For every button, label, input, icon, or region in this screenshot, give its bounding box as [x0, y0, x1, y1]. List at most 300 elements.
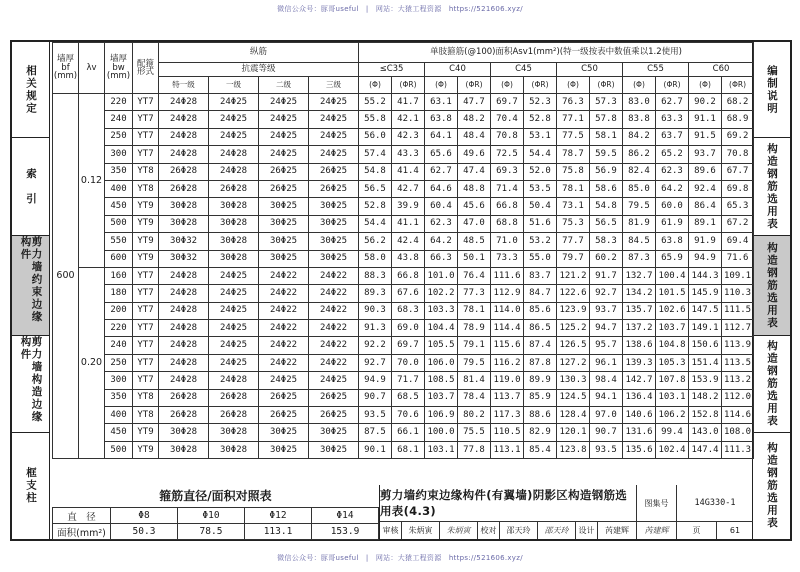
- side-tab-frame-column[interactable]: [12, 433, 49, 539]
- header-grade: 二级: [259, 77, 309, 94]
- table-cell: YT8: [133, 389, 159, 406]
- table-cell: 48.4: [458, 128, 491, 145]
- side-tab-index[interactable]: [12, 138, 49, 236]
- table-cell: 63.8: [425, 111, 458, 128]
- table-cell: 24Φ22: [309, 354, 359, 371]
- table-cell: 78.1: [458, 302, 491, 319]
- table-cell: 56.2: [359, 233, 392, 250]
- table-row: [53, 250, 754, 267]
- table-cell: 81.4: [458, 372, 491, 389]
- table-cell: 24Φ22: [259, 302, 309, 319]
- side-tab-right-3[interactable]: [753, 236, 790, 336]
- side-tab-label: 编制说明: [766, 64, 778, 115]
- table-cell: 77.3: [458, 285, 491, 302]
- table-cell: 106.9: [425, 407, 458, 424]
- table-cell: 24Φ22: [259, 354, 309, 371]
- table-cell: 62.7: [656, 94, 689, 111]
- table-cell: 58.3: [590, 233, 623, 250]
- table-row: [53, 94, 754, 111]
- table-cell: 106.0: [425, 354, 458, 371]
- table-cell: 47.4: [458, 163, 491, 180]
- table-cell: 110.3: [722, 285, 754, 302]
- table-row: [53, 407, 754, 424]
- table-cell: 81.9: [623, 215, 656, 232]
- table-row: [53, 111, 754, 128]
- table-cell: YT7: [133, 128, 159, 145]
- table-cell: 89.9: [524, 372, 557, 389]
- table-cell: 42.7: [392, 180, 425, 197]
- side-tab-label: 剪力墙约束边缘构件: [19, 236, 43, 324]
- table-cell: YT9: [133, 198, 159, 215]
- table-cell: 24Φ28: [159, 320, 209, 337]
- bar-area-label: 面积(mm²): [53, 524, 111, 540]
- table-cell: 93.7: [590, 302, 623, 319]
- table-cell: 24Φ25: [209, 128, 259, 145]
- table-cell: 144.3: [689, 267, 722, 284]
- table-cell: 26Φ25: [259, 163, 309, 180]
- header-phi: (Φ): [425, 77, 458, 94]
- table-cell: 78.4: [458, 389, 491, 406]
- table-cell: 250: [105, 128, 133, 145]
- table-cell: 71.6: [722, 250, 754, 267]
- table-cell: 112.9: [491, 285, 524, 302]
- table-cell: 24Φ25: [259, 128, 309, 145]
- table-cell: 43.3: [392, 146, 425, 163]
- bar-diameter: Φ8: [111, 508, 178, 524]
- header-concrete-grade: C50: [557, 63, 623, 77]
- table-cell: 41.7: [392, 94, 425, 111]
- atlas-no-label: 图集号: [637, 485, 677, 522]
- table-cell: 136.4: [623, 389, 656, 406]
- table-cell: 90.7: [590, 424, 623, 441]
- table-cell: 94.9: [689, 250, 722, 267]
- table-cell: 30Φ28: [209, 198, 259, 215]
- reviewer-signature: 朱炳寅: [440, 522, 478, 539]
- table-cell: 130.3: [557, 372, 590, 389]
- header-grade: 一级: [209, 77, 259, 94]
- table-row: [53, 180, 754, 197]
- table-cell: 42.3: [392, 128, 425, 145]
- table-cell: 103.1: [656, 389, 689, 406]
- side-tab-constrained-edge[interactable]: [12, 236, 49, 336]
- table-cell: YT7: [133, 267, 159, 284]
- table-cell: 220: [105, 320, 133, 337]
- table-cell: 30Φ28: [159, 215, 209, 232]
- table-cell: 91.3: [359, 320, 392, 337]
- table-cell: 112.0: [722, 389, 754, 406]
- table-cell: 24Φ22: [309, 337, 359, 354]
- table-cell: 147.5: [689, 302, 722, 319]
- header-phi-r: (ΦR): [590, 77, 623, 94]
- table-cell: 26Φ25: [309, 407, 359, 424]
- table-cell: 24Φ25: [309, 372, 359, 389]
- table-cell: 77.8: [458, 441, 491, 458]
- page-label: 页: [677, 522, 717, 539]
- header-phi-r: (ΦR): [722, 77, 754, 94]
- table-cell: 26Φ25: [259, 407, 309, 424]
- table-cell: 26Φ25: [309, 389, 359, 406]
- table-cell: 131.6: [623, 424, 656, 441]
- table-cell: 137.2: [623, 320, 656, 337]
- table-cell: 116.2: [491, 354, 524, 371]
- table-cell: 89.1: [689, 215, 722, 232]
- table-cell: 48.5: [458, 233, 491, 250]
- table-row: [53, 354, 754, 371]
- header-concrete-grade: C40: [425, 63, 491, 77]
- check-label: 校对: [478, 522, 500, 539]
- table-cell: 56.5: [359, 180, 392, 197]
- table-cell: 109.1: [722, 267, 754, 284]
- table-cell: 57.4: [359, 146, 392, 163]
- header-phi: (Φ): [623, 77, 656, 94]
- table-cell: 84.7: [524, 285, 557, 302]
- side-tab-structural-edge[interactable]: [12, 336, 49, 433]
- table-cell: 61.9: [656, 215, 689, 232]
- table-cell: 114.4: [491, 320, 524, 337]
- table-cell: 89.3: [359, 285, 392, 302]
- table-row: [53, 441, 754, 458]
- table-cell: 97.0: [590, 407, 623, 424]
- table-cell: 65.2: [656, 146, 689, 163]
- table-cell: 24Φ25: [209, 337, 259, 354]
- table-cell: 101.5: [656, 285, 689, 302]
- table-cell: 53.1: [524, 128, 557, 145]
- table-cell: 24Φ25: [209, 267, 259, 284]
- header-phi: (Φ): [491, 77, 524, 94]
- table-cell: 85.4: [524, 441, 557, 458]
- table-cell: 84.5: [623, 233, 656, 250]
- title-block: [379, 485, 752, 539]
- side-tab-right-4[interactable]: [753, 336, 790, 433]
- table-cell: 30Φ25: [259, 215, 309, 232]
- table-cell: 67.2: [722, 215, 754, 232]
- table-cell: 24Φ25: [209, 354, 259, 371]
- table-cell: 94.1: [590, 389, 623, 406]
- table-cell: 102.2: [425, 285, 458, 302]
- table-cell: 117.3: [491, 407, 524, 424]
- table-cell: 24Φ22: [259, 337, 309, 354]
- table-cell: 26Φ28: [209, 389, 259, 406]
- table-cell: 66.8: [491, 198, 524, 215]
- header-concrete-grade: C45: [491, 63, 557, 77]
- table-cell: 149.1: [689, 320, 722, 337]
- table-cell: 24Φ25: [309, 128, 359, 145]
- table-cell: 220: [105, 94, 133, 111]
- header-phi: (Φ): [689, 77, 722, 94]
- table-cell: 87.5: [359, 424, 392, 441]
- header-seismic-grade: 抗震等级: [159, 63, 359, 77]
- table-cell: 43.8: [392, 250, 425, 267]
- table-cell: 79.5: [623, 198, 656, 215]
- table-cell: 53.5: [524, 180, 557, 197]
- table-cell: 113.9: [722, 337, 754, 354]
- table-cell: 24Φ25: [259, 146, 309, 163]
- table-row: [53, 302, 754, 319]
- table-cell: 103.7: [656, 320, 689, 337]
- table-row: [53, 267, 754, 284]
- table-cell: 60.0: [656, 198, 689, 215]
- table-cell: 142.7: [623, 372, 656, 389]
- bar-diameter: Φ14: [312, 508, 379, 524]
- table-cell: 71.0: [491, 233, 524, 250]
- table-cell: 67.6: [392, 285, 425, 302]
- table-cell: 41.4: [392, 163, 425, 180]
- watermark-bottom: 微信公众号：豚哥useful | 网站：大猿工程资源 https://521606.xyz/: [277, 554, 523, 562]
- table-cell: 600: [105, 250, 133, 267]
- table-cell: 76.4: [458, 267, 491, 284]
- table-cell: 93.5: [359, 407, 392, 424]
- table-cell: 24Φ22: [309, 285, 359, 302]
- table-cell: 87.3: [623, 250, 656, 267]
- header-bw: 墙厚 bw (mm): [105, 43, 133, 94]
- table-cell: 112.7: [722, 320, 754, 337]
- table-cell: 55.8: [359, 111, 392, 128]
- table-cell: 64.6: [425, 180, 458, 197]
- table-cell: YT7: [133, 354, 159, 371]
- table-cell: YT7: [133, 285, 159, 302]
- table-cell: 111.5: [722, 302, 754, 319]
- table-cell: 48.2: [458, 111, 491, 128]
- table-cell: 89.6: [689, 163, 722, 180]
- table-row: [53, 215, 754, 232]
- table-cell: 73.1: [557, 198, 590, 215]
- table-cell: 134.2: [623, 285, 656, 302]
- watermark-top: 微信公众号：豚哥useful | 网站：大猿工程资源 https://521606.xyz/: [277, 5, 523, 13]
- bar-diameter: Φ10: [178, 508, 245, 524]
- header-grade: 特一级: [159, 77, 209, 94]
- table-cell: 24Φ28: [159, 285, 209, 302]
- table-cell: 150.6: [689, 337, 722, 354]
- table-cell: 47.7: [458, 94, 491, 111]
- table-cell: 160: [105, 267, 133, 284]
- table-cell: 77.5: [557, 128, 590, 145]
- table-cell: 30Φ28: [159, 198, 209, 215]
- table-cell: 26Φ28: [159, 180, 209, 197]
- table-cell: 68.5: [392, 389, 425, 406]
- table-cell: 24Φ28: [209, 163, 259, 180]
- table-cell: 79.5: [458, 354, 491, 371]
- table-cell: 300: [105, 372, 133, 389]
- table-cell: 123.8: [557, 441, 590, 458]
- table-cell: 138.6: [623, 337, 656, 354]
- table-cell: 24Φ22: [309, 267, 359, 284]
- table-cell: YT9: [133, 233, 159, 250]
- table-cell: 24Φ25: [209, 302, 259, 319]
- table-cell: 62.7: [425, 163, 458, 180]
- table-cell: 123.9: [557, 302, 590, 319]
- header-grade: 三级: [309, 77, 359, 94]
- table-cell: YT9: [133, 441, 159, 458]
- table-cell: 93.5: [590, 441, 623, 458]
- table-cell: 83.0: [623, 94, 656, 111]
- table-cell: 56.9: [590, 163, 623, 180]
- table-cell: 108.0: [722, 424, 754, 441]
- bar-table-title: 箍筋直径/面积对照表: [159, 489, 272, 503]
- table-cell: 65.3: [722, 198, 754, 215]
- checker-name: 邵天玲: [500, 522, 538, 539]
- table-cell: 62.3: [656, 163, 689, 180]
- table-row: [53, 233, 754, 250]
- table-cell: 70.6: [392, 407, 425, 424]
- table-cell: 93.7: [689, 146, 722, 163]
- table-cell: 350: [105, 163, 133, 180]
- table-cell: 104.4: [425, 320, 458, 337]
- table-cell: 71.4: [491, 180, 524, 197]
- table-cell: 113.1: [491, 441, 524, 458]
- table-cell: YT7: [133, 372, 159, 389]
- table-cell: 90.2: [689, 94, 722, 111]
- side-tab-related-rules[interactable]: [12, 42, 49, 138]
- table-cell: 30Φ28: [209, 441, 259, 458]
- table-cell: 103.1: [425, 441, 458, 458]
- header-lambda-v: λv: [79, 43, 105, 94]
- table-cell: 26Φ25: [309, 180, 359, 197]
- table-cell: 400: [105, 180, 133, 197]
- table-cell: 30Φ32: [159, 250, 209, 267]
- table-cell: 82.4: [623, 163, 656, 180]
- table-cell: 75.5: [458, 424, 491, 441]
- table-cell: 87.8: [524, 354, 557, 371]
- table-cell: 30Φ28: [209, 233, 259, 250]
- table-cell: 85.0: [623, 180, 656, 197]
- table-cell: 83.7: [524, 267, 557, 284]
- table-cell: 24Φ25: [209, 94, 259, 111]
- table-cell: 30Φ25: [259, 441, 309, 458]
- table-row: [53, 424, 754, 441]
- side-tab-label: 构造钢筋选用表: [766, 142, 778, 231]
- table-cell: 70.4: [491, 111, 524, 128]
- table-cell: 69.0: [392, 320, 425, 337]
- table-cell: 101.0: [425, 267, 458, 284]
- table-cell: 69.8: [722, 180, 754, 197]
- table-cell: 77.7: [557, 233, 590, 250]
- side-tab-right-1[interactable]: [753, 42, 790, 138]
- table-cell: 68.1: [392, 441, 425, 458]
- table-cell: 86.5: [524, 320, 557, 337]
- table-cell: 30Φ28: [159, 441, 209, 458]
- table-cell: 50.4: [524, 198, 557, 215]
- table-cell: 550: [105, 233, 133, 250]
- table-cell: 70.0: [392, 354, 425, 371]
- table-cell: 500: [105, 215, 133, 232]
- table-cell: 50.1: [458, 250, 491, 267]
- table-cell: 111.3: [722, 441, 754, 458]
- table-cell: 69.3: [491, 163, 524, 180]
- table-cell: 95.7: [590, 337, 623, 354]
- table-row: [53, 320, 754, 337]
- bar-area-table: [52, 507, 379, 540]
- table-cell: 126.5: [557, 337, 590, 354]
- table-cell: 69.2: [722, 128, 754, 145]
- table-cell: 49.6: [458, 146, 491, 163]
- table-cell: 100.4: [656, 267, 689, 284]
- table-cell: 125.2: [557, 320, 590, 337]
- side-index-right: [752, 42, 790, 539]
- table-cell: 72.5: [491, 146, 524, 163]
- table-cell: 68.9: [722, 111, 754, 128]
- reinforcement-table: [52, 42, 754, 459]
- bar-diameter-label: 直 径: [53, 508, 111, 524]
- table-cell: 52.8: [359, 198, 392, 215]
- bar-area: 113.1: [245, 524, 312, 540]
- table-cell: 110.5: [491, 424, 524, 441]
- table-cell: 30Φ28: [209, 424, 259, 441]
- table-cell: 69.7: [392, 337, 425, 354]
- table-cell: YT7: [133, 302, 159, 319]
- side-tab-label: 构造钢筋选用表: [766, 340, 778, 428]
- bar-area: 153.9: [312, 524, 379, 540]
- table-cell: 85.6: [524, 302, 557, 319]
- table-cell: 24Φ28: [159, 354, 209, 371]
- table-cell: 24Φ22: [259, 320, 309, 337]
- side-tab-right-2[interactable]: [753, 138, 790, 236]
- table-cell: 91.9: [689, 233, 722, 250]
- table-cell: 180: [105, 285, 133, 302]
- table-cell: 39.9: [392, 198, 425, 215]
- table-cell: 24Φ25: [309, 94, 359, 111]
- table-cell: 115.6: [491, 337, 524, 354]
- table-cell: 66.1: [392, 424, 425, 441]
- side-tab-label: 剪力墙构造边缘构件: [19, 336, 43, 424]
- table-cell: 47.0: [458, 215, 491, 232]
- table-cell: 30Φ25: [309, 250, 359, 267]
- table-cell: 250: [105, 354, 133, 371]
- table-cell: 54.4: [524, 146, 557, 163]
- table-cell: 24Φ28: [159, 128, 209, 145]
- table-cell: 300: [105, 146, 133, 163]
- table-cell: YT8: [133, 163, 159, 180]
- table-cell: 68.8: [491, 215, 524, 232]
- table-cell: 104.8: [656, 337, 689, 354]
- table-cell: 48.8: [458, 180, 491, 197]
- table-cell: 86.2: [623, 146, 656, 163]
- table-cell: 102.6: [656, 302, 689, 319]
- table-cell: 91.7: [590, 267, 623, 284]
- table-cell: 58.0: [359, 250, 392, 267]
- table-cell: 113.2: [722, 372, 754, 389]
- table-cell: 30Φ28: [209, 250, 259, 267]
- header-concrete-grade: C55: [623, 63, 689, 77]
- table-cell: 147.4: [689, 441, 722, 458]
- table-cell: 69.4: [722, 233, 754, 250]
- table-cell: 77.1: [557, 111, 590, 128]
- table-cell: 69.7: [491, 94, 524, 111]
- side-tab-right-5[interactable]: [753, 433, 790, 539]
- table-cell: 24Φ28: [159, 94, 209, 111]
- table-cell: 96.1: [590, 354, 623, 371]
- side-tab-label: 框支柱: [25, 467, 37, 505]
- content-area: [52, 42, 752, 539]
- table-cell: 62.3: [425, 215, 458, 232]
- drawing-sheet: [10, 40, 792, 541]
- table-cell: 30Φ25: [259, 424, 309, 441]
- table-cell: YT7: [133, 111, 159, 128]
- table-cell: 106.2: [656, 407, 689, 424]
- table-cell: 79.1: [458, 337, 491, 354]
- table-cell: 26Φ25: [259, 180, 309, 197]
- table-cell: 66.3: [425, 250, 458, 267]
- table-cell: 24Φ22: [259, 267, 309, 284]
- table-cell: 114.0: [491, 302, 524, 319]
- table-cell: 24Φ28: [159, 267, 209, 284]
- table-cell: 65.9: [656, 250, 689, 267]
- table-cell: 88.6: [524, 407, 557, 424]
- table-cell: 75.3: [557, 215, 590, 232]
- table-cell: 24Φ22: [309, 320, 359, 337]
- table-cell: 52.8: [524, 111, 557, 128]
- table-cell: 152.8: [689, 407, 722, 424]
- table-cell: 53.2: [524, 233, 557, 250]
